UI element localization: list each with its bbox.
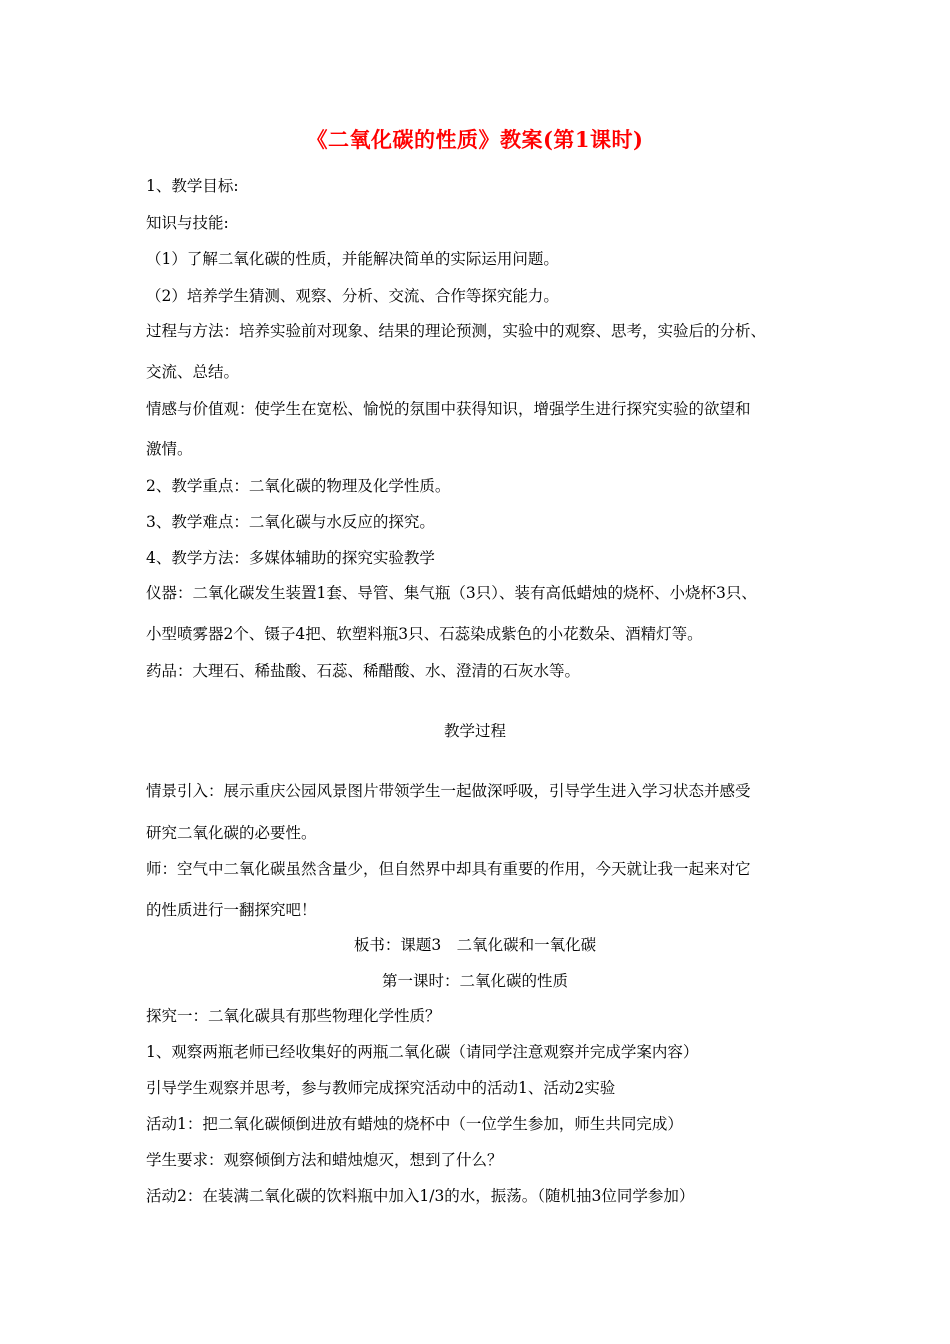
guide-step: 引导学生观察并思考，参与教师完成探究活动中的活动1、活动2实验 [146,1079,616,1097]
objective-item-2: （2）培养学生猜测、观察、分析、交流、合作等探究能力。 [146,287,559,305]
process-method-line-1: 过程与方法：培养实验前对现象、结果的理论预测，实验中的观察、思考，实验后的分析、 [146,322,767,340]
board-line-1: 板书：课题3 二氧化碳和一氧化碳 [353,936,597,954]
explore-one: 探究一：二氧化碳具有那些物理化学性质？ [146,1007,441,1025]
observe-step: 1、观察两瓶老师已经收集好的两瓶二氧化碳（请同学注意观察并完成学案内容） [146,1043,699,1061]
board-line-2: 第一课时：二氧化碳的性质 [381,972,568,990]
intro-line-1: 情景引入：展示重庆公园风景图片带领学生一起做深呼吸，引导学生进入学习状态并感受 [146,782,751,800]
activity-1: 活动1：把二氧化碳倾倒进放有蜡烛的烧杯中（一位学生参加，师生共同完成） [146,1115,683,1133]
equipment-line-2: 小型喷雾器2个、镊子4把、软塑料瓶3只、石蕊染成紫色的小花数朵、酒精灯等。 [146,625,703,643]
emotion-value-line-2: 激情。 [146,440,193,458]
equipment-line-1: 仪器：二氧化碳发生装置1套、导管、集气瓶（3只）、装有高低蜡烛的烧杯、小烧杯3只、 [146,584,757,602]
key-point: 2、教学重点：二氧化碳的物理及化学性质。 [146,477,451,495]
objective-item-1: （1）了解二氧化碳的性质，并能解决简单的实际运用问题。 [146,250,559,268]
objectives-heading: 1、教学目标: [146,177,239,195]
difficult-point: 3、教学难点：二氧化碳与水反应的探究。 [146,513,435,531]
document-title: 《二氧化碳的性质》教案(第1课时) [306,127,644,152]
process-heading: 教学过程 [443,722,506,740]
teacher-line-2: 的性质进行一翻探究吧！ [146,901,317,919]
teaching-method: 4、教学方法：多媒体辅助的探究实验教学 [146,549,435,567]
student-requirement: 学生要求：观察倾倒方法和蜡烛熄灭，想到了什么？ [146,1151,503,1169]
teacher-line-1: 师：空气中二氧化碳虽然含量少，但自然界中却具有重要的作用，今天就让我一起来对它 [146,860,751,878]
knowledge-skills-label: 知识与技能: [146,214,229,232]
activity-2: 活动2：在装满二氧化碳的饮料瓶中加入1/3的水，振荡。（随机抽3位同学参加） [146,1187,695,1205]
emotion-value-line-1: 情感与价值观：使学生在宽松、愉悦的氛围中获得知识，增强学生进行探究实验的欲望和 [146,400,751,418]
process-method-line-2: 交流、总结。 [146,363,240,381]
intro-line-2: 研究二氧化碳的必要性。 [146,824,317,842]
reagents: 药品：大理石、稀盐酸、石蕊、稀醋酸、水、澄清的石灰水等。 [146,662,581,680]
